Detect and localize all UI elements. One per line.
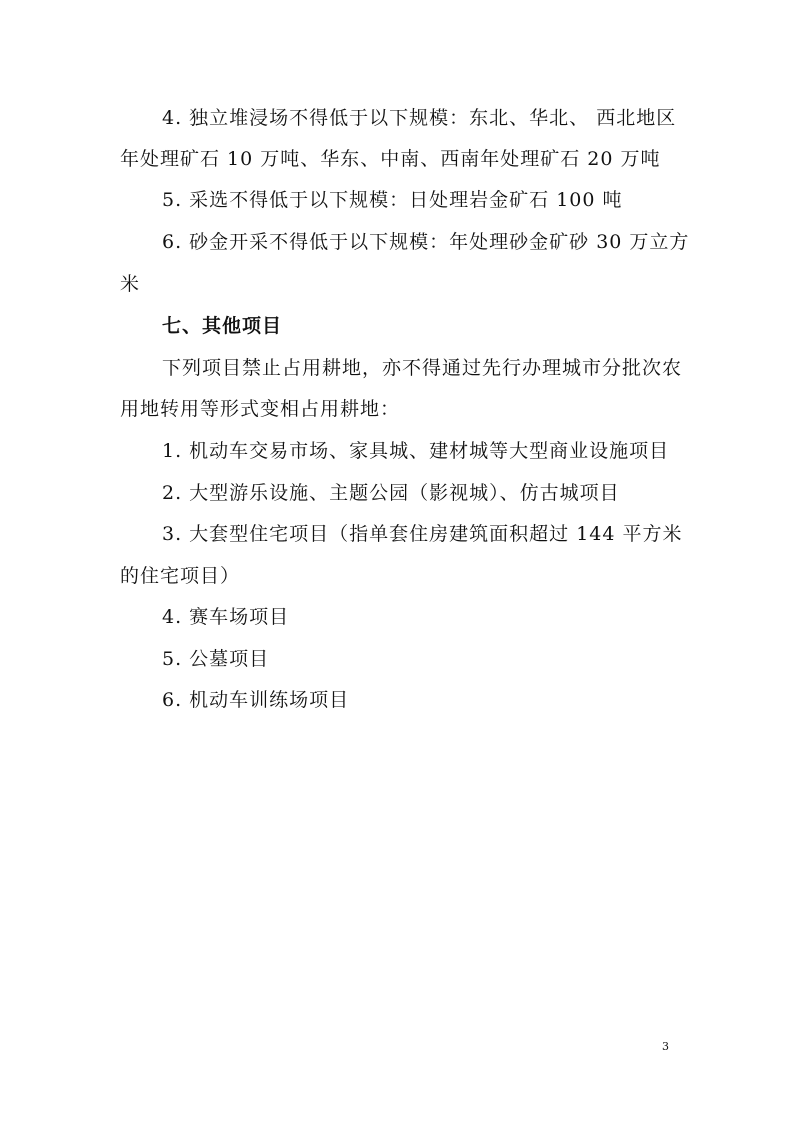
other-item-3-line-1: 3. 大套型住宅项目（指单套住房建筑面积超过 144 平方米 bbox=[162, 523, 683, 545]
section-heading: 七、其他项目 bbox=[162, 315, 283, 337]
intro-line-1: 下列项目禁止占用耕地，亦不得通过先行办理城市分批次农 bbox=[162, 357, 683, 379]
other-item-6: 6. 机动车训练场项目 bbox=[162, 689, 350, 711]
mining-item-6-line-1: 6. 砂金开采不得低于以下规模：年处理砂金矿砂 30 万立方 bbox=[162, 231, 690, 253]
intro-line-2: 用地转用等形式变相占用耕地： bbox=[120, 398, 401, 420]
mining-item-4-line-2: 年处理矿石 10 万吨、华东、中南、西南年处理矿石 20 万吨 bbox=[120, 148, 661, 170]
page-number: 3 bbox=[662, 1040, 669, 1053]
other-item-3-line-2: 的住宅项目） bbox=[120, 565, 241, 587]
other-item-4: 4. 赛车场项目 bbox=[162, 606, 290, 628]
other-item-1: 1. 机动车交易市场、家具城、建材城等大型商业设施项目 bbox=[162, 440, 670, 462]
mining-item-4-line-1: 4. 独立堆浸场不得低于以下规模：东北、华北、 西北地区 bbox=[162, 107, 677, 129]
other-item-5: 5. 公墓项目 bbox=[162, 648, 270, 670]
mining-item-6-line-2: 米 bbox=[120, 273, 141, 295]
other-item-2: 2. 大型游乐设施、主题公园（影视城）、仿古城项目 bbox=[162, 482, 620, 504]
mining-item-5: 5. 采选不得低于以下规模：日处理岩金矿石 100 吨 bbox=[162, 189, 623, 211]
